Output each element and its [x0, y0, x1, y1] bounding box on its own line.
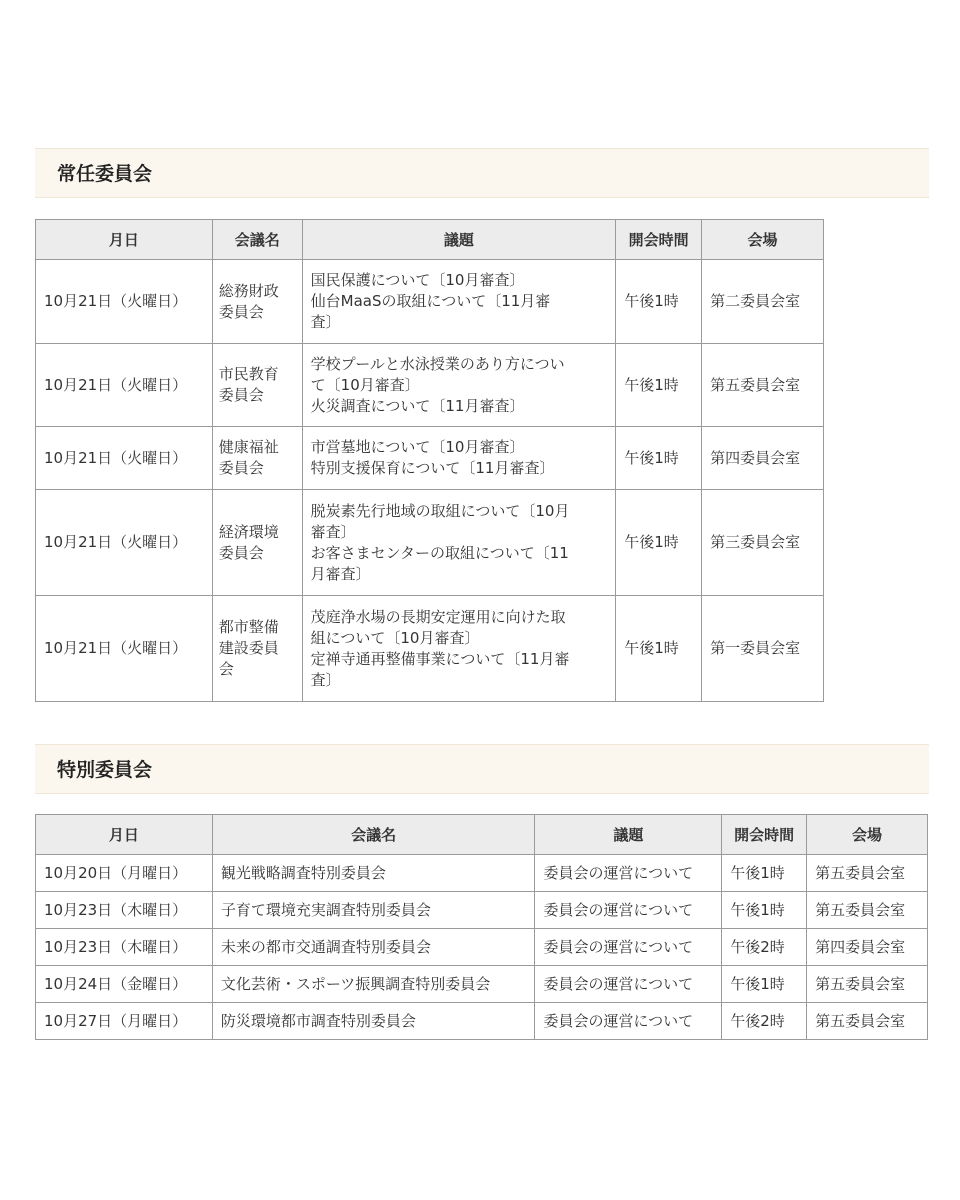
venue-cell: 第三委員会室 [702, 490, 824, 596]
date-cell: 10月21日（火曜日） [36, 344, 213, 427]
table-row [36, 260, 824, 344]
venue-cell: 第五委員会室 [807, 892, 928, 929]
table-row [36, 966, 928, 1003]
agenda-cell: 委員会の運営について [535, 966, 722, 1003]
standing-committee-table [35, 219, 824, 702]
time-cell: 午後1時 [616, 260, 702, 344]
agenda-cell: 脱炭素先行地域の取組について〔10月 審査〕 お客さまセンターの取組について〔11 月審査〕 [302, 490, 616, 596]
date-cell: 10月23日（木曜日） [36, 929, 213, 966]
venue-cell: 第二委員会室 [702, 260, 824, 344]
venue-cell: 第五委員会室 [807, 855, 928, 892]
standing-committee-heading: 常任委員会 [35, 148, 929, 198]
venue-cell: 第四委員会室 [807, 929, 928, 966]
meeting-cell: 市民教育 委員会 [212, 344, 302, 427]
column-header-agenda: 議題 [302, 220, 616, 260]
time-cell: 午後1時 [616, 427, 702, 490]
venue-cell: 第一委員会室 [702, 596, 824, 702]
table-row [36, 344, 824, 427]
meeting-cell: 子育て環境充実調査特別委員会 [212, 892, 535, 929]
date-cell: 10月20日（月曜日） [36, 855, 213, 892]
meeting-cell: 観光戦略調査特別委員会 [212, 855, 535, 892]
special-committee-table [35, 814, 928, 1040]
column-header-agenda: 議題 [535, 815, 722, 855]
agenda-cell: 国民保護について〔10月審査〕 仙台MaaSの取組について〔11月審 査〕 [302, 260, 616, 344]
meeting-cell: 未来の都市交通調査特別委員会 [212, 929, 535, 966]
table-header-row [36, 220, 824, 260]
special-committee-heading: 特別委員会 [35, 744, 929, 794]
agenda-cell: 茂庭浄水場の長期安定運用に向けた取 組について〔10月審査〕 定禅寺通再整備事業について〔11月審 査〕 [302, 596, 616, 702]
meeting-cell: 文化芸術・スポーツ振興調査特別委員会 [212, 966, 535, 1003]
time-cell: 午後1時 [616, 344, 702, 427]
table-row [36, 855, 928, 892]
agenda-cell: 委員会の運営について [535, 855, 722, 892]
date-cell: 10月21日（火曜日） [36, 427, 213, 490]
column-header-meeting: 会議名 [212, 815, 535, 855]
venue-cell: 第五委員会室 [807, 1003, 928, 1040]
date-cell: 10月21日（火曜日） [36, 596, 213, 702]
table-row [36, 892, 928, 929]
date-cell: 10月23日（木曜日） [36, 892, 213, 929]
column-header-meeting: 会議名 [212, 220, 302, 260]
meeting-cell: 総務財政 委員会 [212, 260, 302, 344]
meeting-cell: 防災環境都市調査特別委員会 [212, 1003, 535, 1040]
date-cell: 10月21日（火曜日） [36, 490, 213, 596]
agenda-cell: 市営墓地について〔10月審査〕 特別支援保育について〔11月審査〕 [302, 427, 616, 490]
table-row [36, 929, 928, 966]
venue-cell: 第四委員会室 [702, 427, 824, 490]
column-header-venue: 会場 [807, 815, 928, 855]
date-cell: 10月24日（金曜日） [36, 966, 213, 1003]
time-cell: 午後1時 [722, 855, 807, 892]
venue-cell: 第五委員会室 [807, 966, 928, 1003]
time-cell: 午後2時 [722, 1003, 807, 1040]
table-row [36, 490, 824, 596]
table-row [36, 1003, 928, 1040]
column-header-time: 開会時間 [722, 815, 807, 855]
agenda-cell: 委員会の運営について [535, 892, 722, 929]
table-row [36, 427, 824, 490]
meeting-cell: 健康福祉 委員会 [212, 427, 302, 490]
agenda-cell: 学校プールと水泳授業のあり方につい て〔10月審査〕 火災調査について〔11月審査〕 [302, 344, 616, 427]
table-row [36, 596, 824, 702]
column-header-venue: 会場 [702, 220, 824, 260]
time-cell: 午後1時 [722, 966, 807, 1003]
agenda-cell: 委員会の運営について [535, 1003, 722, 1040]
date-cell: 10月21日（火曜日） [36, 260, 213, 344]
time-cell: 午後1時 [616, 490, 702, 596]
time-cell: 午後2時 [722, 929, 807, 966]
venue-cell: 第五委員会室 [702, 344, 824, 427]
column-header-time: 開会時間 [616, 220, 702, 260]
meeting-cell: 都市整備 建設委員 会 [212, 596, 302, 702]
date-cell: 10月27日（月曜日） [36, 1003, 213, 1040]
meeting-cell: 経済環境 委員会 [212, 490, 302, 596]
agenda-cell: 委員会の運営について [535, 929, 722, 966]
column-header-date: 月日 [36, 220, 213, 260]
table-header-row [36, 815, 928, 855]
column-header-date: 月日 [36, 815, 213, 855]
time-cell: 午後1時 [616, 596, 702, 702]
time-cell: 午後1時 [722, 892, 807, 929]
